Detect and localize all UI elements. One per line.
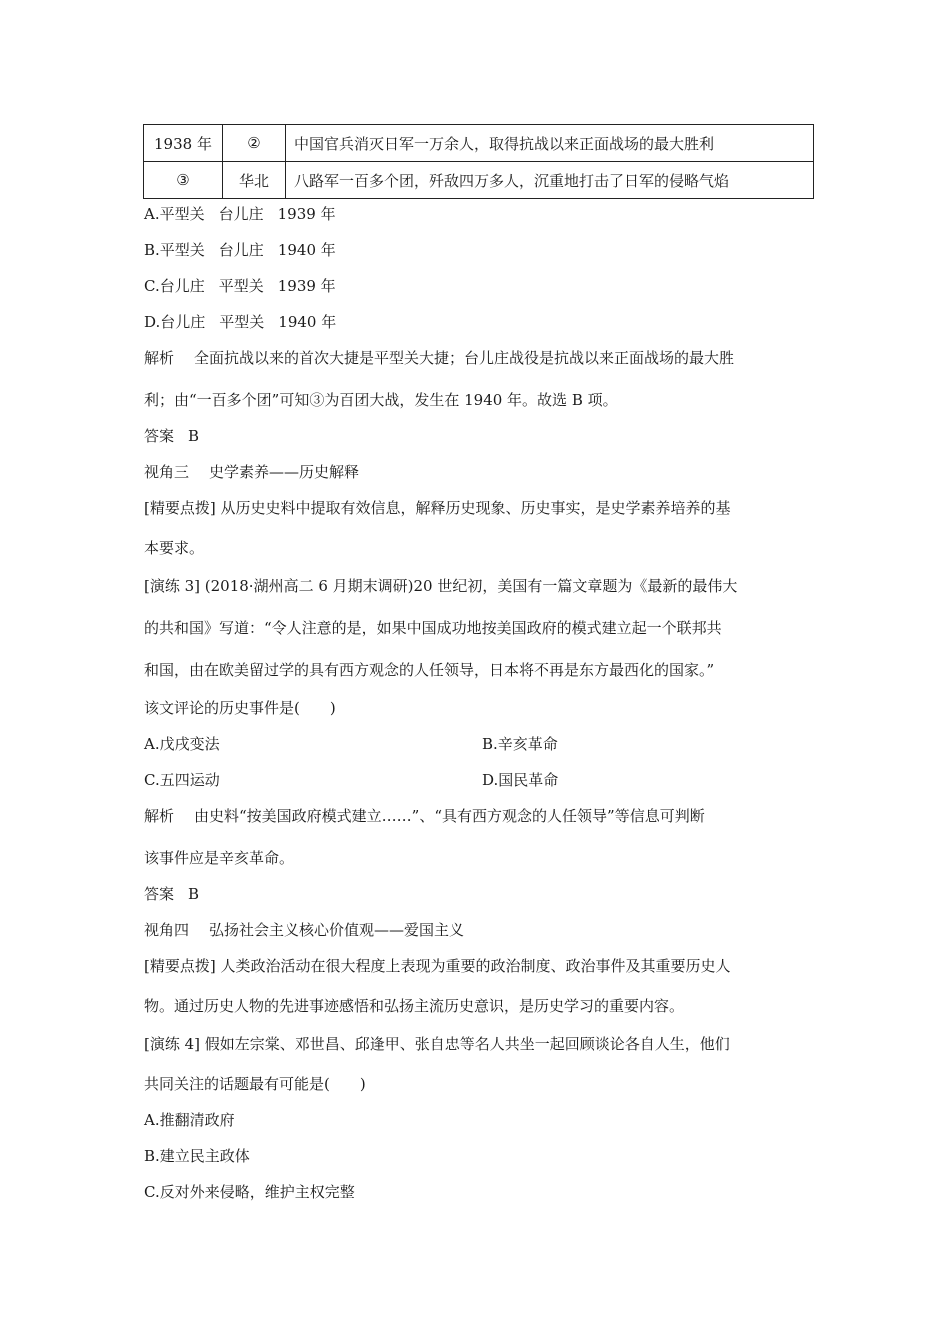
heading-text: 弘扬社会主义核心价值观——爱国主义 (209, 921, 465, 939)
q3-answer (144, 884, 199, 904)
option-text: 平型关 (219, 313, 265, 331)
q2-option-b (144, 240, 336, 260)
q2-analysis (144, 348, 734, 368)
table-cell-place: 华北 (223, 162, 286, 199)
q4-option-c: C.反对外来侵略，维护主权完整 (144, 1183, 355, 1201)
table-cell-place: ② (223, 125, 286, 162)
option-text: D.台儿庄 (144, 313, 206, 331)
analysis-text: 全面抗战以来的首次大捷是平型关大捷；台儿庄战役是抗战以来正面战场的最大胜 (194, 349, 735, 367)
option-text: 1940 年 (277, 241, 336, 259)
option-text: 1940 年 (278, 313, 337, 331)
events-table (143, 124, 814, 199)
q3-option-b: B.辛亥革命 (482, 735, 558, 753)
q3-option-d: D.国民革命 (482, 771, 559, 789)
q3-analysis-cont: 该事件应是辛亥革命。 (144, 849, 295, 867)
option-text: A.平型关 (144, 205, 205, 223)
q3-stem-cont: 该文评论的历史事件是( ) (144, 699, 336, 717)
view4-heading (144, 920, 464, 940)
view3-heading (144, 462, 359, 482)
option-text: 台儿庄 (218, 205, 264, 223)
table-row (144, 125, 814, 162)
table-cell-year: ③ (144, 162, 223, 199)
answer-label: 答案 (144, 427, 175, 445)
q4-stem-cont: 共同关注的话题最有可能是( ) (144, 1075, 366, 1093)
analysis-text: 由史料“按美国政府模式建立……”、“具有西方观念的人任领导”等信息可判断 (194, 807, 705, 825)
view4-tip-cont: 物。通过历史人物的先进事迹感悟和弘扬主流历史意识，是历史学习的重要内容。 (144, 997, 685, 1015)
option-text: 台儿庄 (218, 241, 264, 259)
q3-stem: [演练 3] (2018·湖州高二 6 月期末调研)20 世纪初，美国有一篇文章题为《最新的最伟大 (144, 577, 738, 595)
analysis-label: 解析 (144, 349, 175, 367)
q3-stem-cont: 的共和国》写道：“令人注意的是，如果中国成功地按美国政府的模式建立起一个联邦共 (144, 619, 722, 637)
option-text: 1939 年 (277, 277, 336, 295)
option-text: C.台儿庄 (144, 277, 205, 295)
heading-label: 视角四 (144, 921, 190, 939)
q4-option-a: A.推翻清政府 (144, 1111, 235, 1129)
q2-analysis-cont: 利；由“一百多个团”可知③为百团大战，发生在 1940 年。故选 B 项。 (144, 391, 618, 409)
table-cell-desc: 中国官兵消灭日军一万余人，取得抗战以来正面战场的最大胜利 (286, 125, 814, 162)
q3-stem-cont: 和国，由在欧美留过学的具有西方观念的人任领导，日本将不再是东方最西化的国家。” (144, 661, 715, 679)
heading-label: 视角三 (144, 463, 190, 481)
table-row (144, 162, 814, 199)
view4-tip: [精要点拨] 人类政治活动在很大程度上表现为重要的政治制度、政治事件及其重要历史人 (144, 957, 731, 975)
answer-value: B (188, 885, 200, 903)
q3-option-a: A.戊戌变法 (144, 735, 220, 753)
option-text: B.平型关 (144, 241, 205, 259)
answer-value: B (188, 427, 200, 445)
option-text: 1939 年 (277, 205, 336, 223)
answer-label: 答案 (144, 885, 175, 903)
q3-analysis (144, 806, 705, 826)
option-text: 平型关 (218, 277, 264, 295)
q2-option-c (144, 276, 336, 296)
table-cell-year: 1938 年 (144, 125, 223, 162)
q4-stem: [演练 4] 假如左宗棠、邓世昌、邱逢甲、张自忠等名人共坐一起回顾谈论各自人生，他们 (144, 1035, 730, 1053)
q2-option-d (144, 312, 336, 332)
q2-option-a (144, 204, 336, 224)
view3-tip: [精要点拨] 从历史史料中提取有效信息，解释历史现象、历史事实，是史学素养培养的基 (144, 499, 731, 517)
analysis-label: 解析 (144, 807, 175, 825)
q2-answer (144, 426, 199, 446)
q4-option-b: B.建立民主政体 (144, 1147, 250, 1165)
heading-text: 史学素养——历史解释 (209, 463, 360, 481)
table-cell-desc: 八路军一百多个团，歼敌四万多人，沉重地打击了日军的侵略气焰 (286, 162, 814, 199)
q3-option-c: C.五四运动 (144, 771, 220, 789)
view3-tip-cont: 本要求。 (144, 539, 205, 557)
